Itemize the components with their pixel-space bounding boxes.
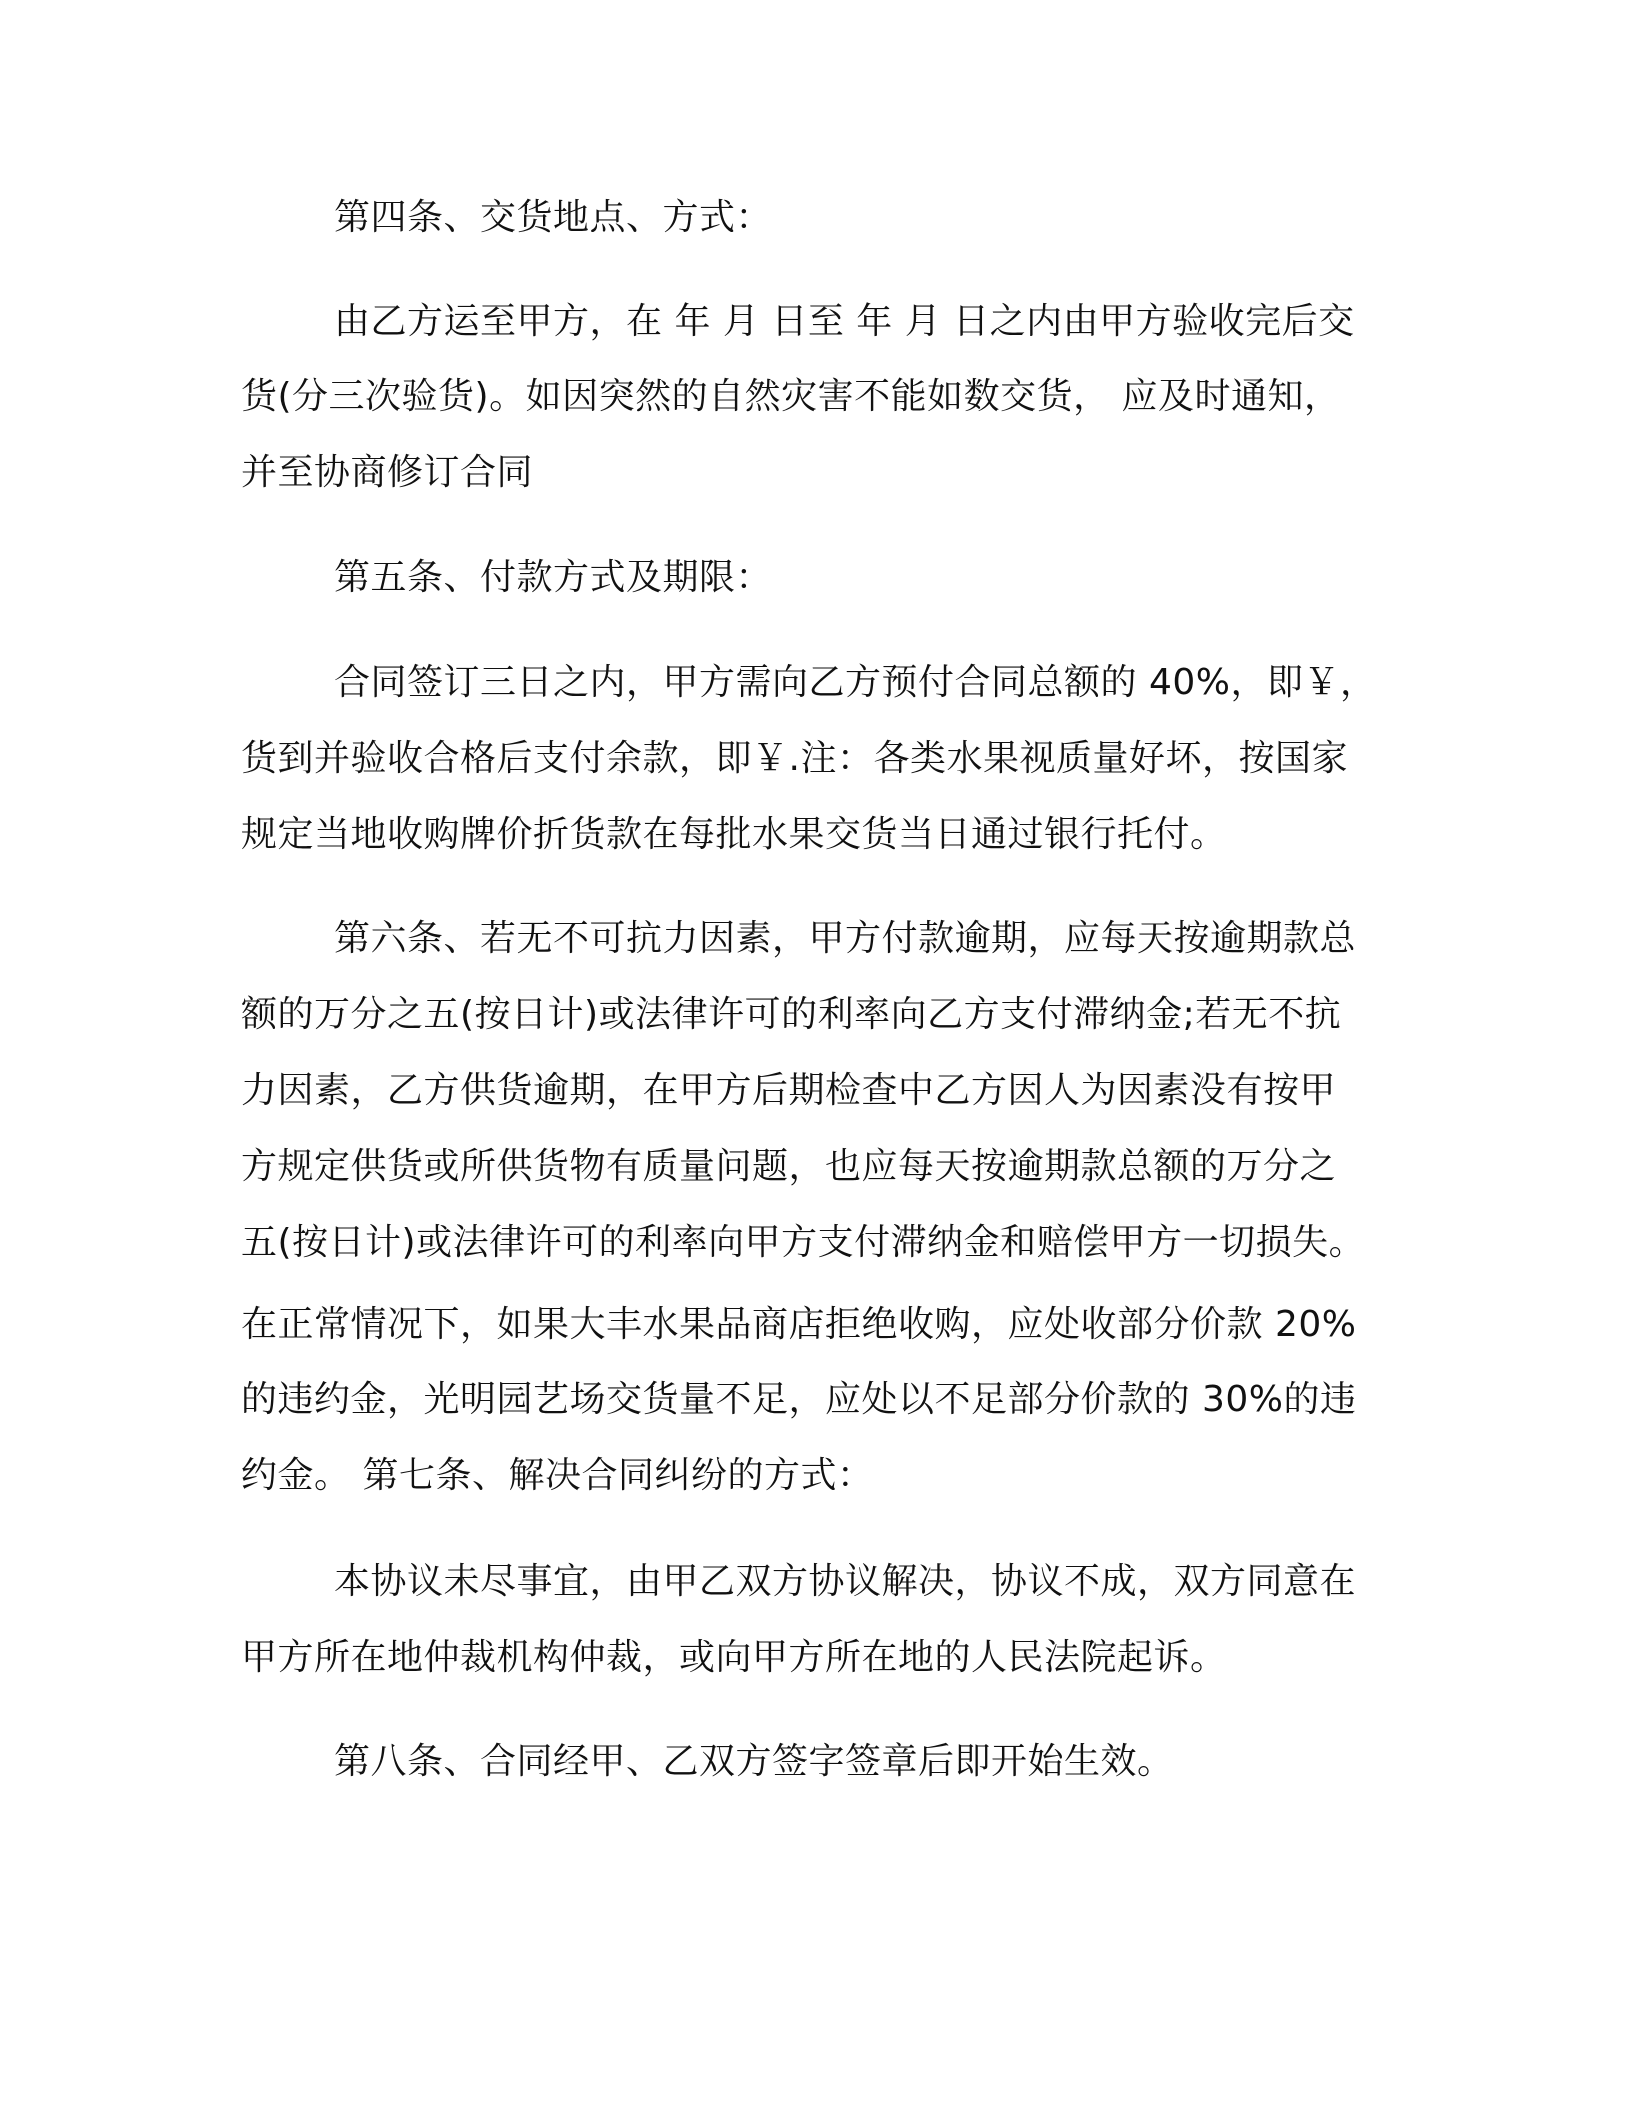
article-6-text-line-3: 力因素，乙方供货逾期，在甲方后期检查中乙方因人为因素没有按甲 bbox=[241, 1070, 1337, 1111]
article-5-text-line-2: 货到并验收合格后支付余款，即￥.注：各类水果视质量好坏，按国家 bbox=[241, 738, 1348, 779]
article-4-text-line-1: 由乙方运至甲方，在 年 月 日至 年 月 日之内由甲方验收完后交 bbox=[334, 301, 1355, 342]
article-6-text-line-2: 额的万分之五(按日计)或法律许可的利率向乙方支付滞纳金;若无不抗 bbox=[241, 994, 1342, 1035]
article-7-heading-line: 约金。 第七条、解决合同纠纷的方式： bbox=[241, 1455, 874, 1496]
article-5-text-line-1: 合同签订三日之内，甲方需向乙方预付合同总额的 40%，即￥， bbox=[334, 662, 1377, 703]
article-6-text-line-6: 在正常情况下，如果大丰水果品商店拒绝收购，应处收部分价款 20% bbox=[241, 1304, 1357, 1345]
article-4-text-line-3: 并至协商修订合同 bbox=[241, 452, 534, 493]
article-8-text: 第八条、合同经甲、乙双方签字签章后即开始生效。 bbox=[334, 1741, 1174, 1782]
article-4-text-line-2: 货(分三次验货)。如因突然的自然灾害不能如数交货， 应及时通知， bbox=[241, 376, 1341, 417]
article-5-heading: 第五条、付款方式及期限： bbox=[334, 557, 773, 598]
article-6-text-line-5: 五(按日计)或法律许可的利率向甲方支付滞纳金和赔偿甲方一切损失。 bbox=[241, 1222, 1366, 1263]
article-5-text-line-3: 规定当地收购牌价折货款在每批水果交货当日通过银行托付。 bbox=[241, 814, 1227, 855]
article-6-text-line-7: 的违约金，光明园艺场交货量不足，应处以不足部分价款的 30%的违 bbox=[241, 1379, 1357, 1420]
article-7-text-line-1: 本协议未尽事宜，由甲乙双方协议解决，协议不成，双方同意在 bbox=[334, 1561, 1357, 1602]
article-7-text-line-2: 甲方所在地仲裁机构仲裁，或向甲方所在地的人民法院起诉。 bbox=[241, 1637, 1227, 1678]
article-6-text-line-1: 第六条、若无不可抗力因素，甲方付款逾期，应每天按逾期款总 bbox=[334, 918, 1357, 959]
article-6-text-line-4: 方规定供货或所供货物有质量问题，也应每天按逾期款总额的万分之 bbox=[241, 1146, 1337, 1187]
article-4-heading: 第四条、交货地点、方式： bbox=[334, 197, 773, 238]
